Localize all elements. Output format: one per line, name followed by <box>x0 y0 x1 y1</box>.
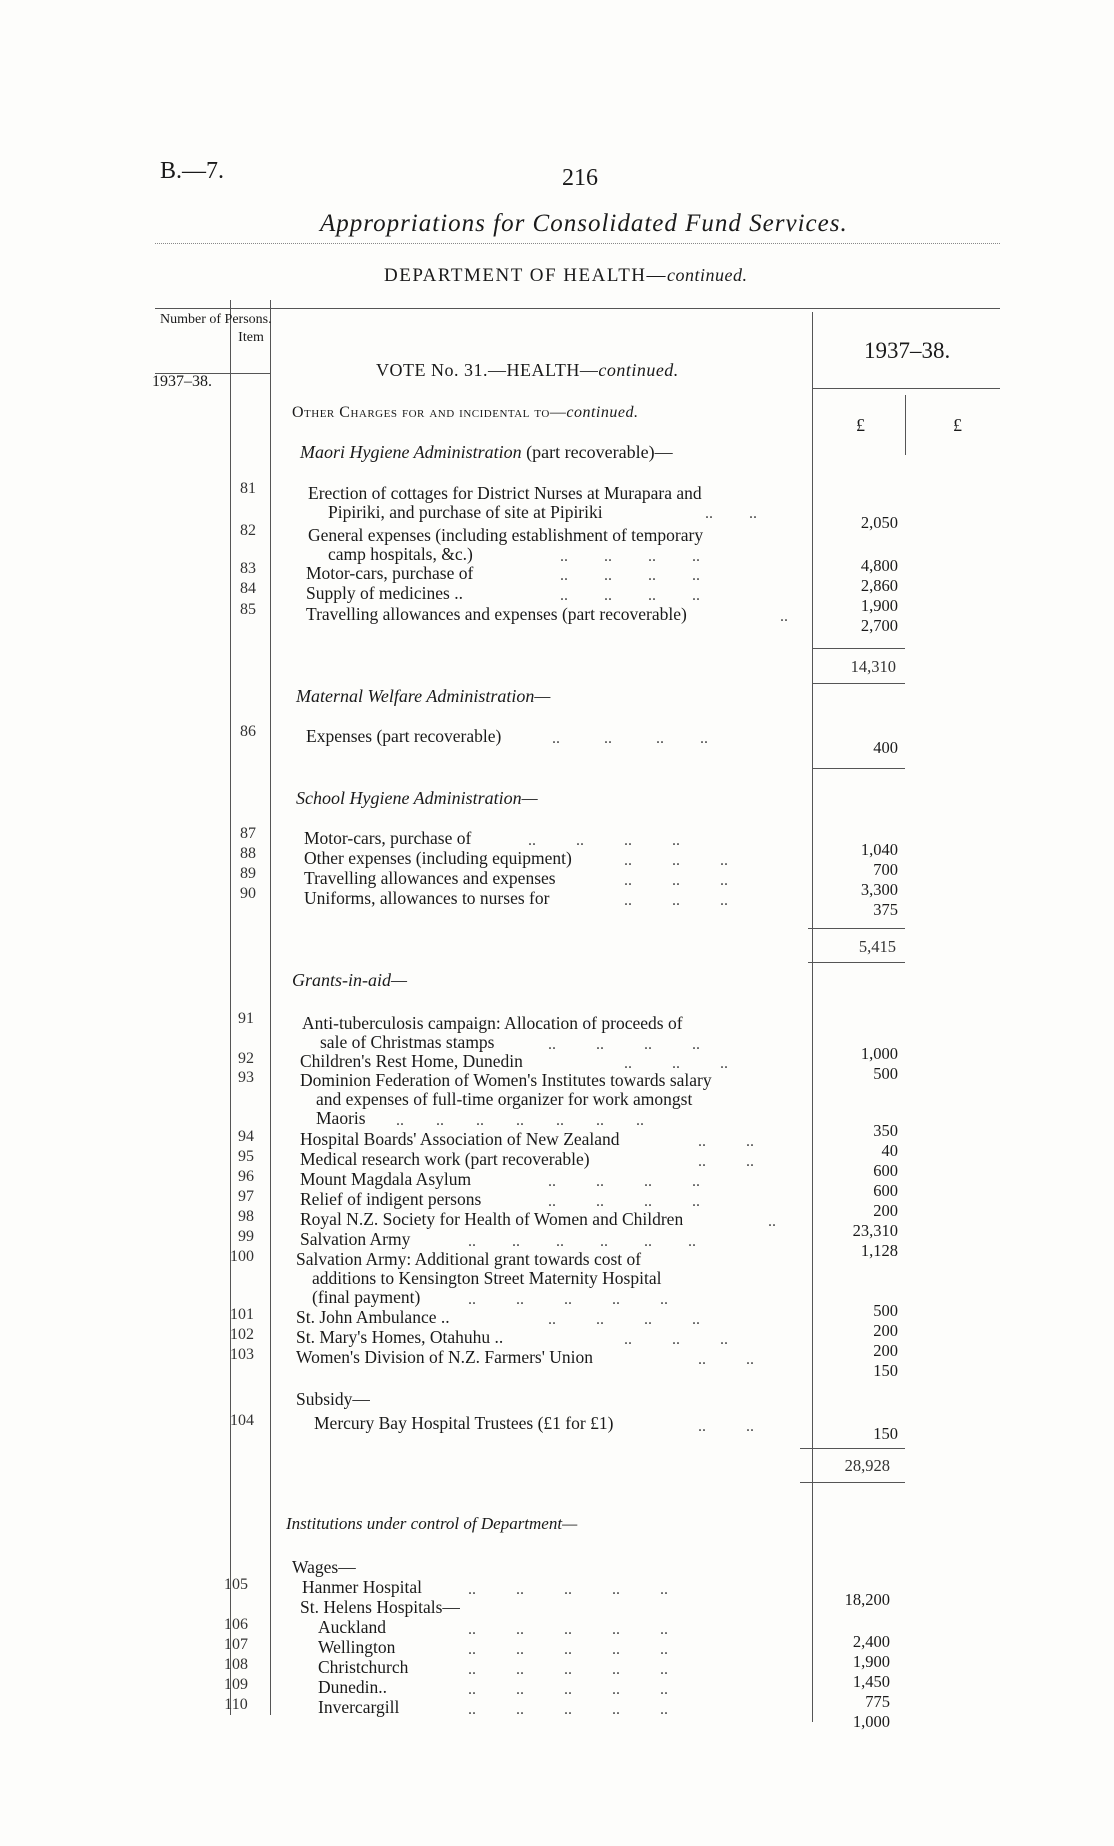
item-number: 97 <box>238 1188 254 1205</box>
page-number: 216 <box>562 165 598 191</box>
item-number: 96 <box>238 1168 254 1185</box>
vote-heading <box>376 360 679 381</box>
item-description: Relief of indigent persons <box>300 1189 482 1209</box>
item-amount: 2,700 <box>860 616 898 635</box>
vote-title: VOTE No. 31.—HEALTH— <box>376 360 599 380</box>
leader-dots: .. .. .. <box>624 1331 728 1348</box>
subtotal-rule <box>812 768 905 769</box>
leader-dots: .. .. .. .. .. <box>468 1661 668 1678</box>
leader-dots: .. .. .. <box>624 892 728 909</box>
item-description: Dominion Federation of Women's Institutes towards salary <box>300 1070 712 1090</box>
item-amount: 2,050 <box>860 513 898 532</box>
section-heading-maternal-welfare: Maternal Welfare Administration— <box>296 686 551 706</box>
item-description: Mercury Bay Hospital Trustees (£1 for £1) <box>314 1413 614 1433</box>
section-title: Maori Hygiene Administration <box>300 442 522 462</box>
item-description: Auckland <box>318 1617 387 1637</box>
item-number: 89 <box>240 865 256 882</box>
item-amount: 2,860 <box>860 576 898 595</box>
section-heading-institutions: Institutions under control of Department— <box>286 1514 578 1533</box>
item-number: 105 <box>224 1576 248 1593</box>
item-number: 82 <box>240 522 256 539</box>
item-amount: 1,900 <box>852 1652 890 1671</box>
item-description: Medical research work (part recoverable) <box>300 1149 590 1169</box>
item-number: 86 <box>240 723 256 740</box>
item-number: 85 <box>240 601 256 618</box>
item-description: Expenses (part recoverable) <box>306 726 502 746</box>
item-number: 81 <box>240 480 256 497</box>
item-number: 87 <box>240 825 256 842</box>
subtotal-rule <box>800 1482 905 1483</box>
item-amount: 23,310 <box>852 1221 898 1240</box>
item-number: 104 <box>230 1412 254 1429</box>
item-amount: 375 <box>873 900 898 919</box>
item-number: 109 <box>224 1676 248 1693</box>
item-description: Anti-tuberculosis campaign: Allocation of proceeds of <box>302 1013 683 1033</box>
st-helens-label: St. Helens Hospitals— <box>300 1597 460 1617</box>
item-description: sale of Christmas stamps <box>320 1032 495 1052</box>
leader-dots: .. <box>768 1213 776 1230</box>
item-number: 90 <box>240 885 256 902</box>
leader-dots: .. .. .. <box>624 1055 728 1072</box>
leader-dots: .. .. .. .. <box>560 587 700 604</box>
item-description: Dunedin.. <box>318 1677 388 1697</box>
column-divider-item <box>270 300 271 1715</box>
item-description: Uniforms, allowances to nurses for <box>304 888 550 908</box>
item-amount: 200 <box>873 1201 898 1220</box>
item-amount: 1,128 <box>860 1241 898 1260</box>
section-heading-grants-in-aid: Grants-in-aid— <box>292 970 408 990</box>
item-description: additions to Kensington Street Maternity Hospital <box>312 1268 662 1288</box>
leader-dots: .. .. .. .. <box>548 1311 700 1328</box>
item-number: 91 <box>238 1010 254 1027</box>
section-heading-school-hygiene: School Hygiene Administration— <box>296 788 538 808</box>
item-amount: 1,000 <box>852 1712 890 1731</box>
leader-dots: .. .. .. .. <box>528 832 680 849</box>
item-description: Motor-cars, purchase of <box>304 828 472 848</box>
subtotal-rule <box>812 648 905 649</box>
item-description: Erection of cottages for District Nurses at Murapara and <box>308 483 702 503</box>
section-title-suffix: (part recoverable)— <box>526 442 673 462</box>
section-total-grants-in-aid: 28,928 <box>844 1456 890 1475</box>
section-heading-maori-hygiene <box>300 442 673 463</box>
item-description: Wellington <box>318 1637 396 1657</box>
item-description: Children's Rest Home, Dunedin <box>300 1051 523 1071</box>
column-header-item: Item <box>238 330 264 345</box>
leader-dots: .. .. .. <box>624 852 728 869</box>
item-amount: 2,400 <box>852 1632 890 1651</box>
item-description: Motor-cars, purchase of <box>306 563 474 583</box>
item-number: 83 <box>240 560 256 577</box>
leader-dots: .. .. .. .. <box>548 1173 700 1190</box>
item-amount: 700 <box>873 860 898 879</box>
column-header-year: 1937–38. <box>864 338 951 363</box>
leader-dots: .. .. .. .. .. <box>468 1291 668 1308</box>
persons-year: 1937–38. <box>152 373 212 390</box>
section-total-school-hygiene: 5,415 <box>858 937 896 956</box>
item-number: 95 <box>238 1148 254 1165</box>
item-amount: 150 <box>873 1361 898 1380</box>
leader-dots: .. .. .. .. <box>560 567 700 584</box>
item-amount: 1,450 <box>852 1672 890 1691</box>
leader-dots: .. .. .. .. <box>552 730 708 747</box>
department-suffix: continued. <box>667 265 748 285</box>
item-amount: 200 <box>873 1341 898 1360</box>
item-amount: 500 <box>873 1301 898 1320</box>
item-number: 92 <box>238 1050 254 1067</box>
wages-label: Wages— <box>292 1557 356 1577</box>
item-number: 94 <box>238 1128 254 1145</box>
department-heading <box>384 265 748 287</box>
item-number: 103 <box>230 1346 254 1363</box>
item-description: Travelling allowances and expenses <box>304 868 556 888</box>
leader-dots: .. .. .. .. <box>548 1036 700 1053</box>
item-number: 102 <box>230 1326 254 1343</box>
item-amount: 200 <box>873 1321 898 1340</box>
column-header-persons: Number of Persons. <box>160 312 272 327</box>
item-number: 99 <box>238 1228 254 1245</box>
pound-sign-1: £ <box>856 415 865 435</box>
item-amount: 600 <box>873 1161 898 1180</box>
pound-sign-2: £ <box>953 415 962 435</box>
other-charges-text: Other Charges for and incidental to— <box>292 404 567 421</box>
header-bottom-rule-right <box>812 388 1000 389</box>
item-amount: 775 <box>865 1692 890 1711</box>
item-number: 107 <box>224 1636 248 1653</box>
item-amount: 18,200 <box>844 1590 890 1609</box>
other-charges-suffix: continued. <box>566 404 639 421</box>
department-name: DEPARTMENT OF HEALTH— <box>384 265 668 286</box>
page-title: Appropriations for Consolidated Fund Services. <box>320 210 848 237</box>
item-description: camp hospitals, &c.) <box>328 544 473 564</box>
item-amount: 1,040 <box>860 840 898 859</box>
subtotal-rule <box>812 683 905 684</box>
item-description: Hospital Boards' Association of New Zealand <box>300 1129 620 1149</box>
leader-dots: .. .. <box>698 1418 754 1435</box>
leader-dots: .. .. .. .. .. .. <box>468 1233 696 1250</box>
leader-dots: .. .. .. .. <box>560 548 700 565</box>
item-amount: 600 <box>873 1181 898 1200</box>
leader-dots: .. <box>780 608 788 625</box>
item-amount: 40 <box>881 1141 898 1160</box>
subsidy-label: Subsidy— <box>296 1389 370 1409</box>
leader-dots: .. .. <box>698 1133 754 1150</box>
item-description: Royal N.Z. Society for Health of Women and Children <box>300 1209 684 1229</box>
item-description: Mount Magdala Asylum <box>300 1169 472 1189</box>
item-description: Salvation Army: Additional grant towards cost of <box>296 1249 642 1269</box>
column-divider-amount <box>812 312 813 1722</box>
column-divider-pound <box>905 395 906 455</box>
item-description: Supply of medicines .. <box>306 583 463 603</box>
subtotal-rule <box>808 928 905 929</box>
section-total-maori-hygiene: 14,310 <box>850 657 896 676</box>
item-description: and expenses of full-time organizer for work amongst <box>316 1089 693 1109</box>
item-description: Maoris <box>316 1108 366 1128</box>
leader-dots: .. .. .. .. .. <box>468 1641 668 1658</box>
item-number: 110 <box>224 1696 248 1713</box>
leader-dots: .. .. <box>698 1351 754 1368</box>
leader-dots: .. .. <box>705 505 757 522</box>
item-description: Pipiriki, and purchase of site at Pipiriki <box>328 502 603 522</box>
item-number: 98 <box>238 1208 254 1225</box>
item-amount: 500 <box>873 1064 898 1083</box>
other-charges-heading <box>292 404 638 422</box>
leader-dots: .. .. .. .. .. <box>468 1621 668 1638</box>
item-description: Invercargill <box>318 1697 400 1717</box>
item-description: Other expenses (including equipment) <box>304 848 572 868</box>
item-amount: 1,000 <box>860 1044 898 1063</box>
item-number: 106 <box>224 1616 248 1633</box>
item-number: 100 <box>230 1248 254 1265</box>
item-description: Salvation Army <box>300 1229 411 1249</box>
item-description: Christchurch <box>318 1657 409 1677</box>
item-amount: 1,900 <box>860 596 898 615</box>
leader-dots: .. .. .. .. .. <box>468 1701 668 1718</box>
table-top-rule <box>155 308 1000 309</box>
item-description: St. John Ambulance .. <box>296 1307 450 1327</box>
item-number: 108 <box>224 1656 248 1673</box>
item-amount: 150 <box>873 1424 898 1443</box>
subtotal-rule <box>808 962 905 963</box>
column-divider-persons <box>230 300 231 1715</box>
item-amount: 400 <box>873 738 898 757</box>
item-number: 93 <box>238 1069 254 1086</box>
leader-dots: .. .. .. .. .. .. .. <box>396 1112 644 1129</box>
leader-dots: .. .. .. <box>624 872 728 889</box>
vote-suffix: continued. <box>598 360 679 380</box>
item-amount: 3,300 <box>860 880 898 899</box>
item-number: 88 <box>240 845 256 862</box>
title-rule <box>155 243 1000 244</box>
leader-dots: .. .. <box>698 1153 754 1170</box>
item-amount: 350 <box>873 1121 898 1140</box>
item-number: 101 <box>230 1306 254 1323</box>
item-description: Women's Division of N.Z. Farmers' Union <box>296 1347 594 1367</box>
item-description: Travelling allowances and expenses (part recoverable) <box>306 604 687 624</box>
item-amount: 4,800 <box>860 556 898 575</box>
item-description: General expenses (including establishment of temporary <box>308 525 704 545</box>
item-number: 84 <box>240 580 256 597</box>
leader-dots: .. .. .. .. .. <box>468 1581 668 1598</box>
item-description: St. Mary's Homes, Otahuhu .. <box>296 1327 504 1347</box>
leader-dots: .. .. .. .. .. <box>468 1681 668 1698</box>
subtotal-rule <box>800 1448 905 1449</box>
document-code: B.—7. <box>160 158 225 184</box>
item-description: (final payment) <box>312 1287 421 1307</box>
leader-dots: .. .. .. .. <box>548 1193 700 1210</box>
item-description: Hanmer Hospital <box>302 1577 423 1597</box>
